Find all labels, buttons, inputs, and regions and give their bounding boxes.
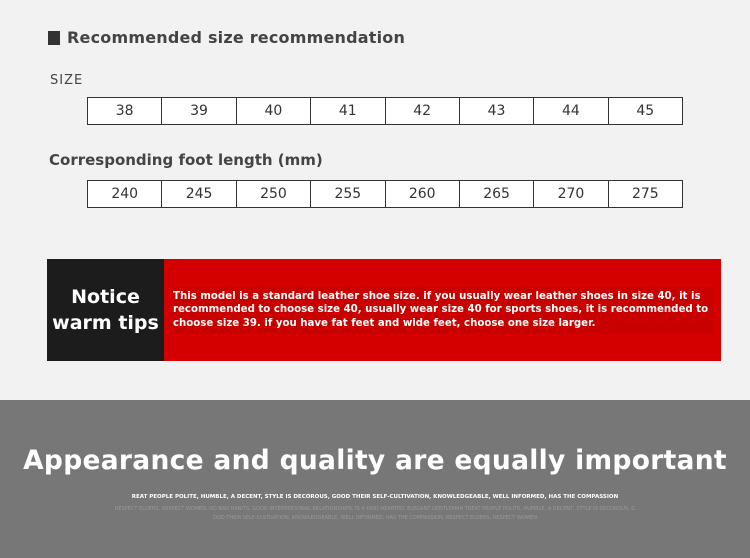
notice-title — [47, 259, 164, 361]
banner-fine-print-1: REAT PEOPLE POLITE, HUMBLE, A DECENT, STYLE IS DECOROUS, GOOD THEIR SELF-CULTIVATION, KNOWLEDGEABLE, WELL INFORMED, HAS THE COMPASSION — [131, 494, 619, 500]
notice-text: This model is a standard leather shoe size. if you usually wear leather shoes in size 40, it is recommended to choose size 40, usually wear size 40 for sports shoes, it is recommended to choose size 39. if you have fat feet and wide feet, choose one size larger. — [171, 287, 713, 334]
foot-length-cell: 260 — [386, 181, 460, 207]
size-cell: 42 — [386, 98, 460, 124]
notice-title-line1: Notice — [71, 286, 140, 308]
size-cell: 40 — [237, 98, 311, 124]
size-cell: 39 — [162, 98, 236, 124]
size-label: SIZE — [50, 73, 84, 88]
size-cell: 43 — [460, 98, 534, 124]
foot-length-label: Corresponding foot length (mm) — [49, 151, 323, 169]
foot-length-row — [87, 180, 683, 208]
notice-title-line2: warm tips — [52, 312, 159, 334]
section-heading — [48, 28, 405, 47]
banner-slogan: Appearance and quality are equally important — [23, 445, 727, 476]
bottom-banner — [0, 400, 750, 558]
notice-content — [164, 259, 721, 361]
section-heading-text: Recommended size recommendation — [67, 28, 406, 47]
size-cell: 38 — [88, 98, 162, 124]
banner-fine-print-2: RESPECT ELDERS, RESPECT WOMEN, NO BAD HABITS, GOOD INTERPERSONAL RELATIONSHIPS, IS A KIND-HEARTED, ELEGANT GENTLEMAN TREAT PEOPLE POLITE, HUMBLE, A DECENT, STYLE IS DECOROUS, G — [114, 506, 636, 512]
size-cell: 45 — [636, 103, 655, 119]
foot-length-cell: 265 — [460, 181, 534, 207]
banner-fine-print-3: OOD THEIR SELF-CULTIVATION, KNOWLEDGEABLE, WELL INFORMED, HAS THE COMPASSION, RESPECT ELDERS, RESPECT WOMEN — [212, 515, 538, 521]
foot-length-cell: 270 — [534, 181, 608, 207]
foot-length-cell: 245 — [162, 181, 236, 207]
heading-square-icon — [48, 31, 60, 45]
foot-length-cell: 240 — [88, 181, 162, 207]
size-cell: 44 — [534, 98, 608, 124]
size-cell: 41 — [311, 98, 385, 124]
foot-length-cell: 275 — [631, 186, 659, 202]
foot-length-cell: 250 — [237, 181, 311, 207]
size-row — [87, 97, 683, 125]
notice-box — [47, 259, 721, 361]
foot-length-cell: 255 — [311, 181, 385, 207]
